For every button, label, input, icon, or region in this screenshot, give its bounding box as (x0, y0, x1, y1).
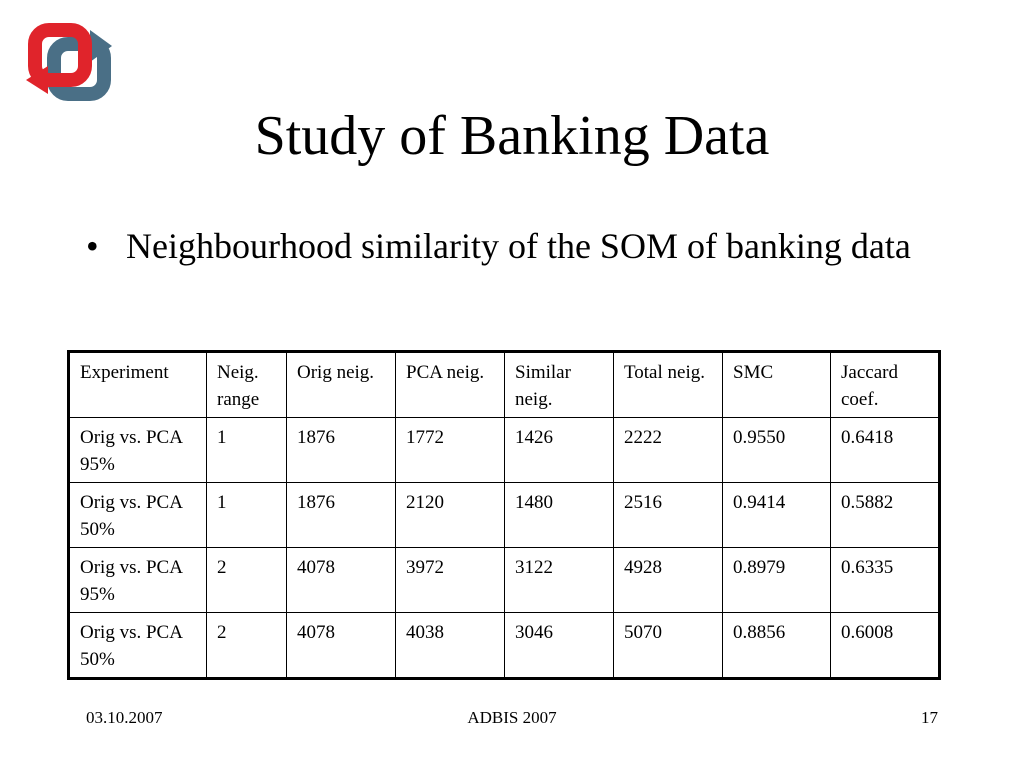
table-row (69, 548, 940, 613)
table-cell: Orig vs. PCA 95% (69, 418, 207, 483)
table-cell: 4928 (614, 548, 723, 613)
table-cell: 1480 (505, 483, 614, 548)
table-cell: 5070 (614, 613, 723, 679)
table-cell: 3122 (505, 548, 614, 613)
table-cell: 3046 (505, 613, 614, 679)
footer-date: 03.10.2007 (86, 708, 163, 727)
header-orig-neig: Orig neig. (287, 352, 396, 418)
table-cell: 0.9550 (723, 418, 831, 483)
bullet-point (86, 222, 946, 270)
table-header-row (69, 352, 940, 418)
table-cell: 4038 (396, 613, 505, 679)
table-cell: 1772 (396, 418, 505, 483)
table-cell: 2120 (396, 483, 505, 548)
table-cell: 0.8979 (723, 548, 831, 613)
table-cell: 3972 (396, 548, 505, 613)
similarity-table (67, 350, 941, 680)
table-cell: 0.5882 (831, 483, 940, 548)
table-cell: 0.6335 (831, 548, 940, 613)
table-cell: 0.6008 (831, 613, 940, 679)
table-cell: 2222 (614, 418, 723, 483)
table-cell: 1876 (287, 418, 396, 483)
table-cell: 0.8856 (723, 613, 831, 679)
header-pca-neig: PCA neig. (396, 352, 505, 418)
footer-conference: ADBIS 2007 (467, 708, 557, 727)
table-row (69, 483, 940, 548)
header-experiment: Experiment (69, 352, 207, 418)
table-cell: Orig vs. PCA 95% (69, 548, 207, 613)
table-cell: 4078 (287, 613, 396, 679)
table-cell: Orig vs. PCA 50% (69, 613, 207, 679)
table-cell: 1 (207, 418, 287, 483)
table-cell: 1876 (287, 483, 396, 548)
table-row (69, 613, 940, 679)
table-cell: 4078 (287, 548, 396, 613)
table-cell: 2 (207, 613, 287, 679)
header-jaccard-coef: Jaccard coef. (831, 352, 940, 418)
bullet-mark: • (86, 226, 99, 266)
table-cell: 2 (207, 548, 287, 613)
bullet-text: Neighbourhood similarity of the SOM of banking data (126, 226, 911, 266)
table-cell: 1426 (505, 418, 614, 483)
table-cell: 1 (207, 483, 287, 548)
header-neig-range: Neig. range (207, 352, 287, 418)
table-row (69, 418, 940, 483)
header-similar-neig: Similar neig. (505, 352, 614, 418)
header-smc: SMC (723, 352, 831, 418)
slide-title: Study of Banking Data (254, 105, 770, 167)
adbis-logo-icon (26, 22, 112, 102)
table-cell: 2516 (614, 483, 723, 548)
header-total-neig: Total neig. (614, 352, 723, 418)
table-cell: 0.6418 (831, 418, 940, 483)
table-cell: 0.9414 (723, 483, 831, 548)
footer-page-number: 17 (921, 708, 938, 727)
table-cell: Orig vs. PCA 50% (69, 483, 207, 548)
